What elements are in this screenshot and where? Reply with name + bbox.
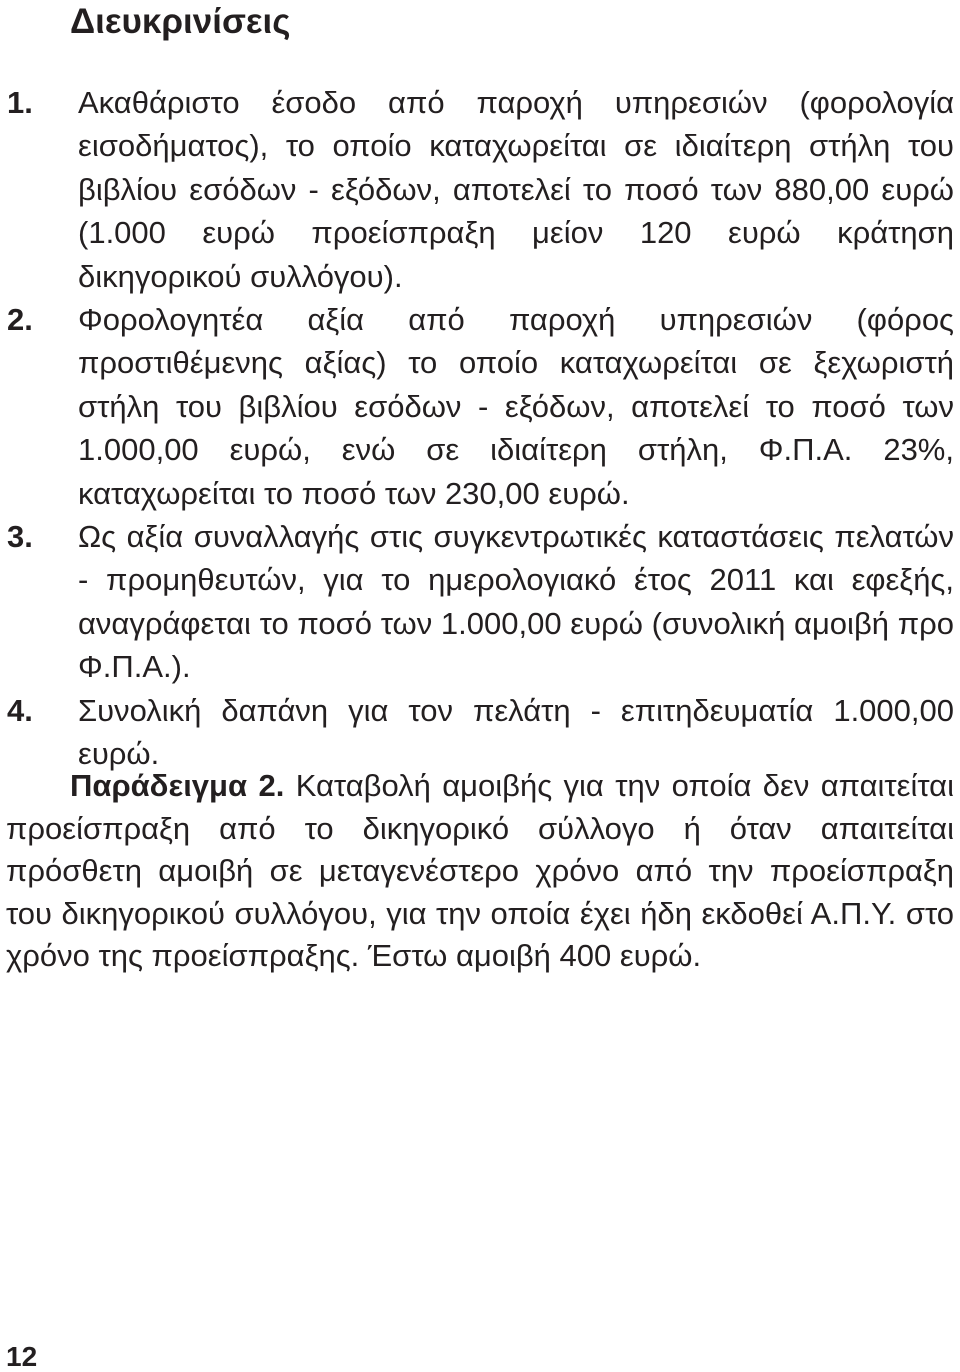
example-text: Καταβολή αμοιβής για την οποία δεν απαιτείται προείσπραξη από το δικηγορικό σύλλογο ή όταν απαιτείται πρόσθετη αμοιβή σε μεταγενέστερο χρόνο από την προείσπραξη του δικηγορικού συλλόγου, για την οποία έχει ήδη εκδοθεί Α.Π.Υ. στο χρόνο της προείσπραξης. Έστω αμοιβή 400 ευρώ. [6,768,954,974]
section-heading: Διευκρινίσεις [70,2,291,41]
item-text: Συνολική δαπάνη για τον πελάτη - επιτηδευματία 1.000,00 ευρώ. [78,692,954,772]
example-label: Παράδειγμα 2. [70,768,285,803]
item-number: 1. [7,85,33,120]
example-paragraph [6,765,954,978]
page-number: 12 [6,1341,38,1372]
item-number: 3. [7,519,33,555]
list-item [0,689,960,776]
item-number: 4. [7,692,33,728]
list-item [0,515,960,689]
clarifications-list [0,81,960,776]
list-item [0,81,960,298]
item-text: Ως αξία συναλλαγής στις συγκεντρωτικές καταστάσεις πελατών - προμηθευτών, για το ημερολογιακό έτος 2011 και εφεξής, αναγράφεται το ποσό των 1.000,00 ευρώ (συνολική αμοιβή προ Φ.Π.Α.). [78,519,954,685]
item-text: Φορολογητέα αξία από παροχή υπηρεσιών (φόρος προστιθέμενης αξίας) το οποίο καταχωρείται σε ξεχωριστή στήλη του βιβλίου εσόδων - εξόδων, αποτελεί το ποσό των 1.000,00 ευρώ, ενώ σε ιδιαίτερη στήλη, Φ.Π.Α. 23%, καταχωρείται το ποσό των 230,00 ευρώ. [78,302,954,511]
item-text: Ακαθάριστο έσοδο από παροχή υπηρεσιών (φορολογία εισοδήματος), το οποίο καταχωρείται σε ιδιαίτερη στήλη του βιβλίου εσόδων - εξόδων, αποτελεί το ποσό των 880,00 ευρώ (1.000 ευρώ προείσπραξη μείον 120 ευρώ κράτηση δικηγορικού συλλόγου). [78,85,954,294]
item-number: 2. [7,302,33,338]
list-item [0,298,960,515]
